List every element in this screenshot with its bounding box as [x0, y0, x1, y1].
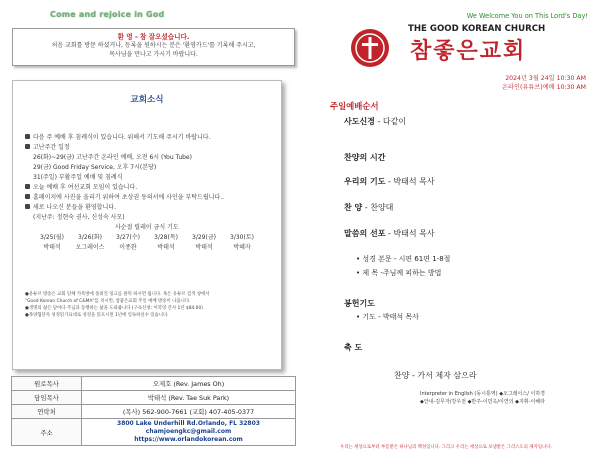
- church-english-name: THE GOOD KOREAN CHURCH: [408, 24, 546, 34]
- news-item: 오늘 예배 후 여선교회 모임이 있습니다.: [25, 183, 261, 193]
- news-item: 새로 나오신 분들을 환영합니다.: [25, 203, 261, 213]
- news-item: 고난주간 일정: [25, 143, 261, 153]
- bullet-icon: [25, 144, 30, 149]
- bullet-icon: [25, 204, 30, 209]
- welcome-line: 목사님을 만나고 가시기 바랍니다.: [109, 51, 198, 58]
- credit-line: Interpreter in English (동시통역) ◆오그레이스/ 이하경: [420, 391, 545, 397]
- news-subitem: 29(금) Good Friday Service, 오후 7시(본당): [33, 164, 157, 171]
- church-korean-name: 참좋은교회: [410, 39, 527, 64]
- schedule-names: [25, 243, 261, 253]
- news-items: [25, 133, 261, 253]
- staff-value: (목사) 562-900-7661 (교회) 407-405-0377: [82, 405, 296, 419]
- email-link[interactable]: chamjoengkc@gmail.com: [145, 428, 232, 435]
- schedule-date: 3/28(목): [154, 234, 178, 241]
- table-row: [12, 377, 296, 391]
- table-row: [12, 405, 296, 419]
- table-row: [12, 419, 296, 446]
- order-item: 축 도: [344, 343, 363, 352]
- staff-role: 주소: [12, 419, 82, 446]
- note-line: ●유튜브 방송은 교회 단체 카톡방에 올려진 링크를 클릭 하시면 됩니다. 혹은 유튜브 검색 창에서: [25, 292, 210, 297]
- staff-value: 오제호 (Rev. James Oh): [82, 377, 296, 391]
- news-notes: [25, 291, 275, 319]
- note-line: ●목양협단자 성경읽기표대로 성경을 읽으시면 1년에 일독하실수 있습니다.: [25, 313, 169, 318]
- welcome-banner: We Welcome You on This Lord's Day!: [466, 12, 588, 20]
- sermon-line: • 제 목 -주님께 피하는 방법: [356, 269, 442, 277]
- note-line: ●생명의 삶은 닫아다 주님과 동행하는 삶을 도와줍니다 (구독신청: 이학영 간사 1년 $84.00): [25, 306, 203, 311]
- staff-table: [11, 376, 296, 446]
- note-line: "Good Korean Church of C&MA"를 치시면, 참좋은교회 주일 예배 방송이 나옵니다.: [25, 299, 191, 304]
- schedule-date: 3/29(금): [192, 234, 216, 241]
- schedule-name: 이종완: [119, 244, 137, 251]
- website-link[interactable]: https://www.orlandokorean.com: [134, 436, 243, 443]
- address-cell: [82, 419, 296, 446]
- order-item: 봉헌기도: [344, 299, 375, 308]
- schedule-name: 박혜자: [233, 244, 251, 251]
- schedule-name: 오그레이스: [75, 244, 105, 251]
- staff-role: 연락처: [12, 405, 82, 419]
- news-box: [12, 80, 282, 370]
- date-line: 2024년 3월 24일 10:30 AM: [505, 75, 586, 82]
- date-line: 온라인(유튜브)예배 10:30 AM: [502, 84, 586, 91]
- schedule-dates: [25, 233, 261, 243]
- schedule-date: 3/30(토): [230, 234, 254, 241]
- service-credits: [420, 390, 545, 406]
- order-item: 우리의 기도 - 박태석 목사: [344, 177, 435, 186]
- order-item: 말씀의 선포 - 박태석 목사: [344, 229, 435, 238]
- news-subitem: (지난주: 정현숙 권사, 신성숙 사모): [33, 214, 125, 221]
- order-item: 찬양의 시간: [344, 153, 386, 162]
- right-panel: [300, 0, 600, 464]
- credit-line: ◆안내-김무자/강우전 ◆반주-이민옥/이연의 ◆지휘-이혜라: [420, 399, 545, 405]
- news-title: 교회소식: [130, 95, 164, 105]
- news-item: 홈페이지에 사진을 올리기 위하여 초상권 동의서에 사인을 부탁드립니다..: [25, 193, 261, 203]
- closing-hymn: 찬양 - 가서 제자 삼으라: [394, 371, 477, 380]
- staff-role: 원로목사: [12, 377, 82, 391]
- slogan: Come and rejoice in God: [50, 10, 165, 19]
- bullet-icon: [25, 194, 30, 199]
- schedule-name: 박태석: [43, 244, 61, 251]
- schedule-date: 3/26(화): [78, 234, 102, 241]
- news-subitem: 사순절 릴레이 금식 기도: [115, 224, 179, 231]
- order-title: 주일예배순서: [330, 101, 379, 111]
- staff-value: 박태석 (Rev. Tae Suk Park): [82, 391, 296, 405]
- welcome-box: [12, 28, 295, 66]
- news-item: 다음 주 예배 후 침례식이 있습니다. 위해서 기도해 주시기 바랍니다.: [25, 133, 261, 143]
- schedule-date: 3/27(수): [116, 234, 140, 241]
- schedule-name: 박태석: [157, 244, 175, 251]
- news-subitem: 31(주일) 부활주일 예배 및 침례식: [33, 174, 123, 181]
- schedule-date: 3/25(월): [40, 234, 64, 241]
- order-item: 사도신경 - 다같이: [344, 117, 407, 126]
- address-line: 3800 Lake Underhill Rd.Orlando, FL 32803: [117, 420, 260, 427]
- table-row: [12, 391, 296, 405]
- schedule-name: 박태석: [195, 244, 213, 251]
- order-item: 찬 양 - 찬양대: [344, 203, 394, 212]
- sermon-line: • 성경 본문 - 시편 61편 1-8절: [356, 255, 451, 263]
- footer-text: 우리는 세상으로부터 부름받은 하나님의 백성입니다. 그리고 우리는 세상으로 보냄받은 그리스도의 제자입니다.: [340, 445, 552, 450]
- welcome-line: 처음 교회를 방문 하셨거나, 등록을 원하시는 분은 '환영카드'를 기록해 주시고,: [51, 42, 256, 49]
- staff-role: 담임목사: [12, 391, 82, 405]
- offering-line: • 기도 - 박태석 목사: [356, 313, 419, 321]
- bullet-icon: [25, 184, 30, 189]
- news-subitem: 26(화)~29(금) 고난주간 온라인 예배, 오전 6시 (You Tube): [33, 154, 192, 161]
- bullet-icon: [25, 134, 30, 139]
- church-logo-icon: [350, 28, 390, 68]
- welcome-title: 환 영 - 참 잘오셨습니다.: [117, 33, 190, 41]
- service-date: [502, 74, 586, 92]
